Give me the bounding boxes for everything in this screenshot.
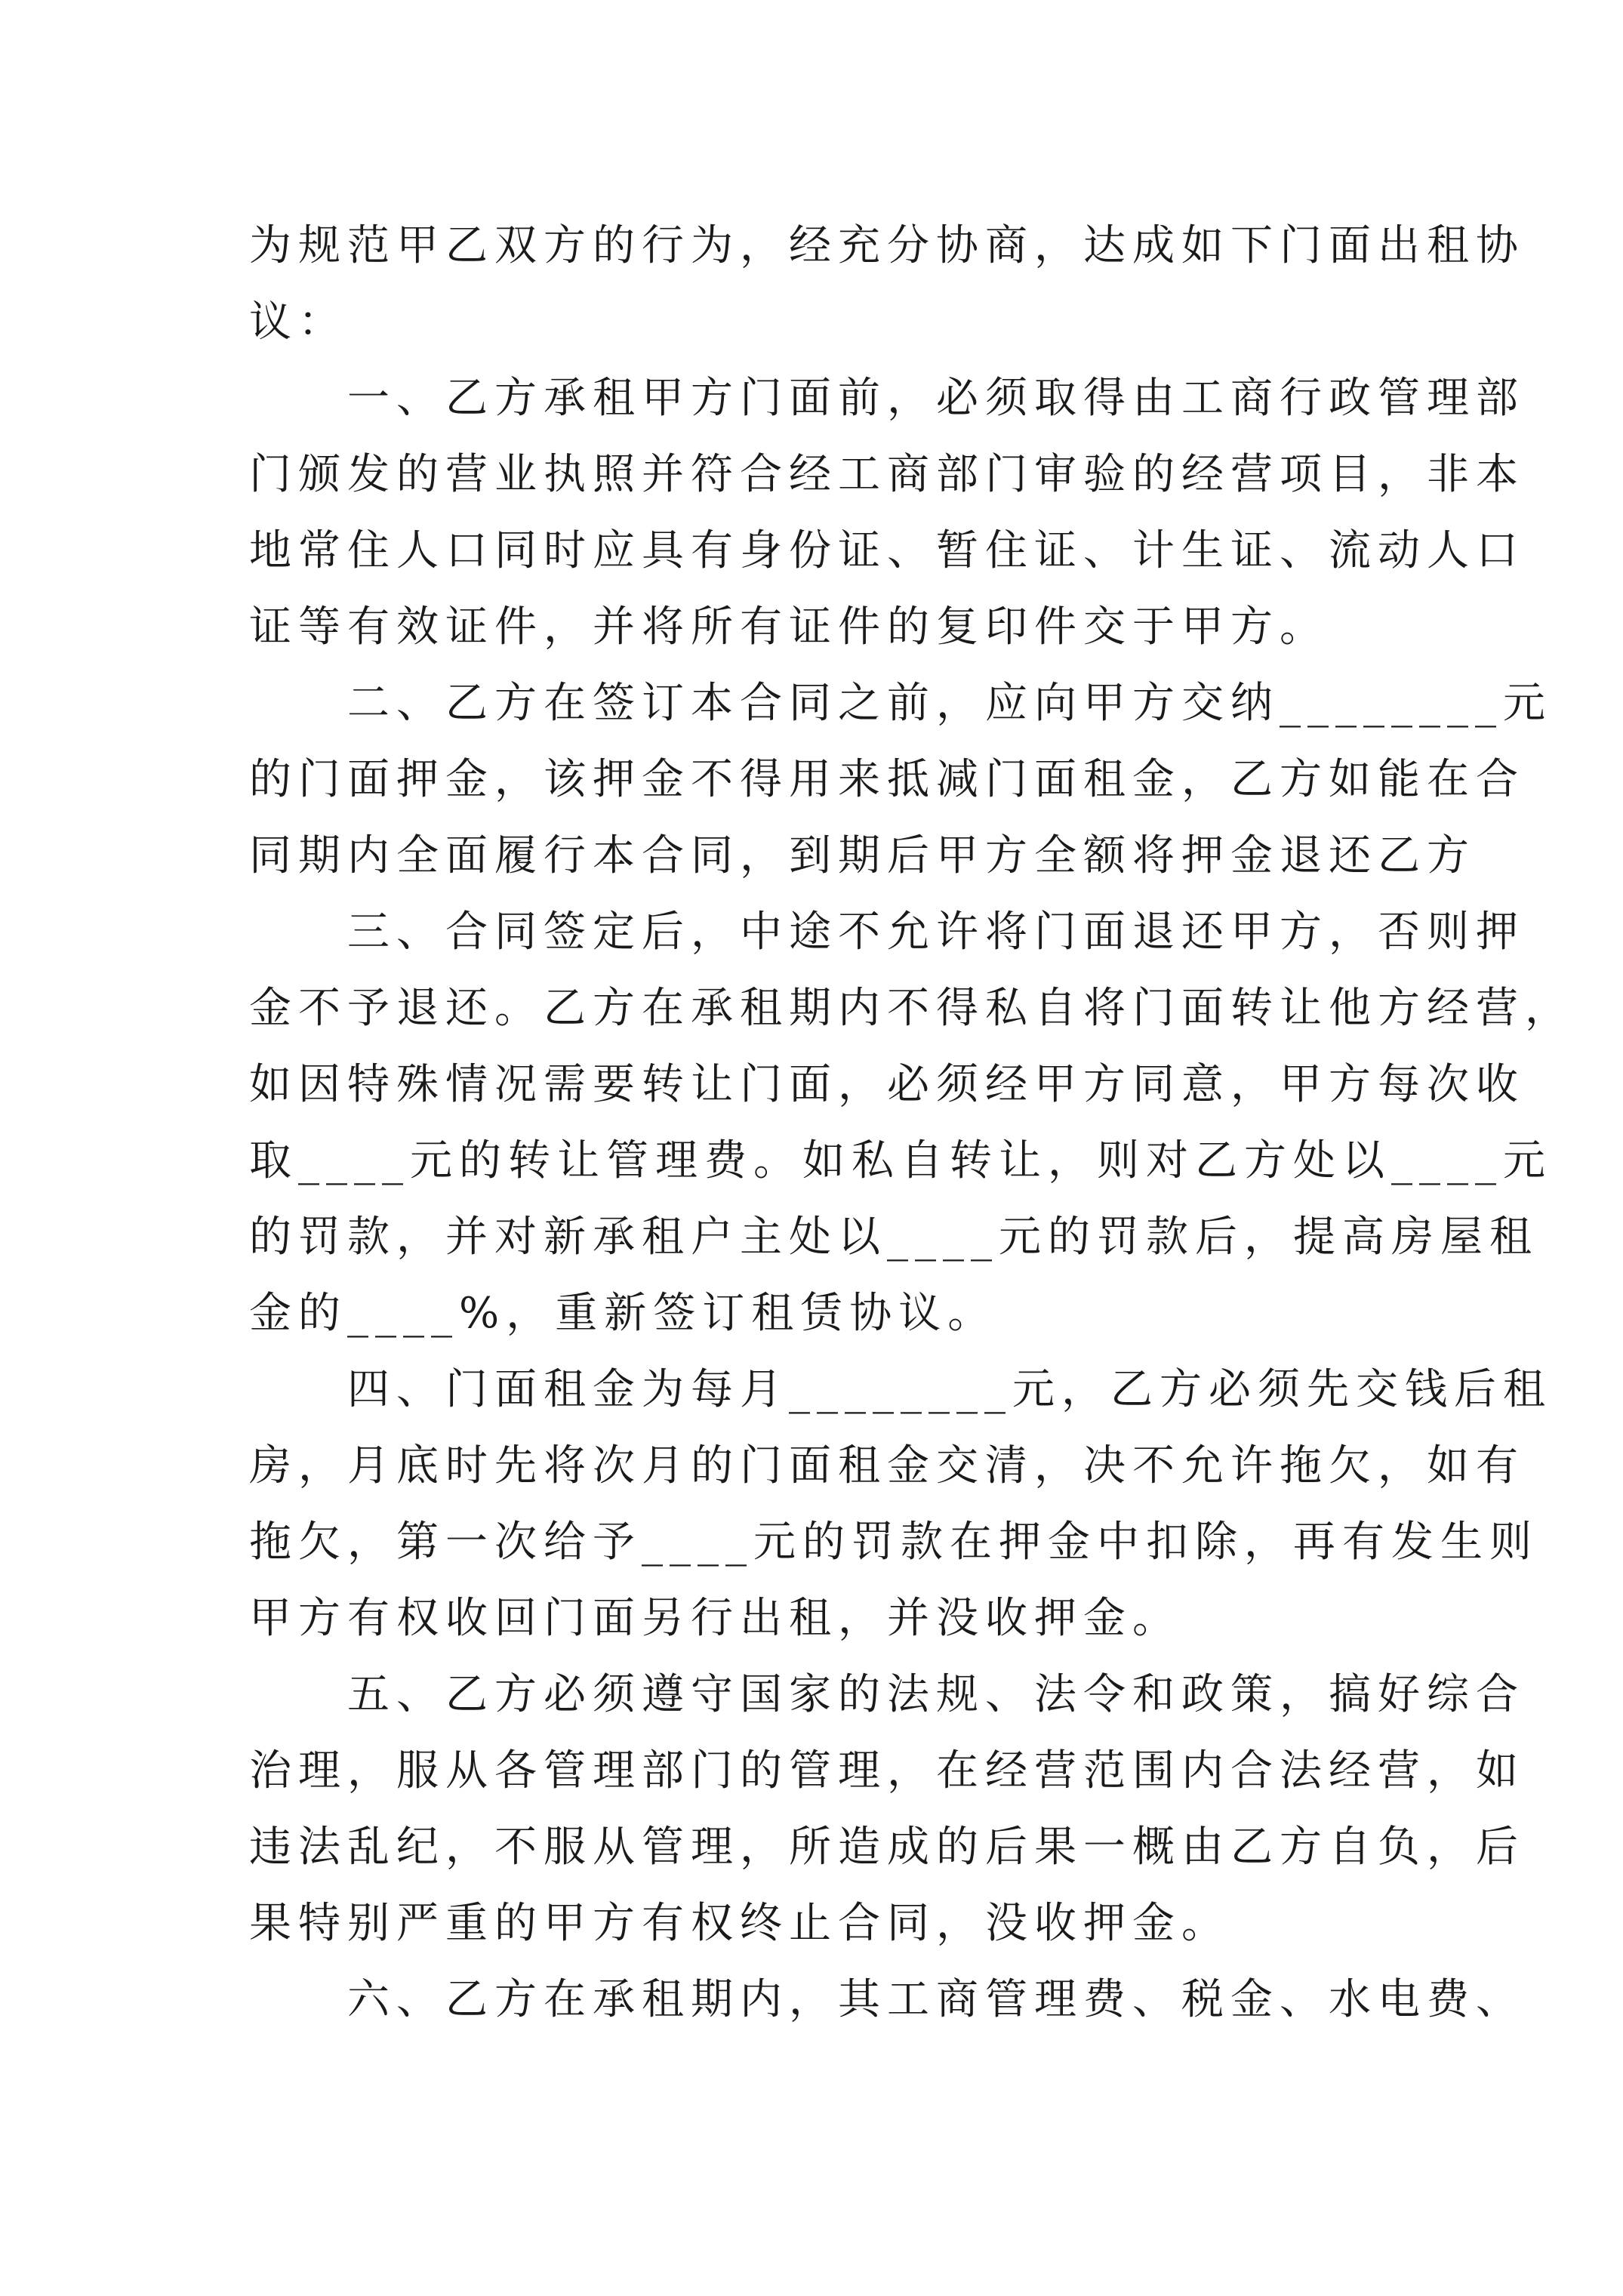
text-line: 甲方有权收回门面另行出租，并没收押金。 <box>249 1594 1181 1643</box>
text-line: 同期内全面履行本合同，到期后甲方全额将押金退还乙方 <box>249 831 1476 880</box>
text-line: 证等有效证件，并将所有证件的复印件交于甲方。 <box>249 603 1329 652</box>
text-line: 地常住人口同时应具有身份证、暂住证、计生证、流动人口 <box>249 526 1525 575</box>
text-line: 金不予退还。乙方在承租期内不得私自将门面转让他方经营， <box>249 984 1574 1033</box>
text-line: 如因特殊情况需要转让门面，必须经甲方同意，甲方每次收 <box>249 1060 1525 1109</box>
text-line: 门颁发的营业执照并符合经工商部门审验的经营项目，非本 <box>249 450 1525 499</box>
text-line: 的罚款，并对新承租户主处以____元的罚款后，提高房屋租 <box>249 1213 1538 1262</box>
text-line: 五、乙方必须遵守国家的法规、法令和政策，搞好综合 <box>249 1670 1525 1719</box>
text-line: 违法乱纪，不服从管理，所造成的后果一概由乙方自负，后 <box>249 1823 1525 1872</box>
text-line: 一、乙方承租甲方门面前，必须取得由工商行政管理部 <box>249 374 1525 423</box>
text-line: 房，月底时先将次月的门面租金交清，决不允许拖欠，如有 <box>249 1441 1525 1490</box>
text-line: 拖欠，第一次给予____元的罚款在押金中扣除，再有发生则 <box>249 1518 1538 1567</box>
text-line: 取____元的转让管理费。如私自转让，则对乙方处以____元 <box>249 1136 1552 1185</box>
text-line: 六、乙方在承租期内，其工商管理费、税金、水电费、 <box>249 1975 1525 2024</box>
text-line: 金的____%，重新签订租赁协议。 <box>249 1289 997 1338</box>
text-line: 二、乙方在签订本合同之前，应向甲方交纳________元 <box>249 679 1552 728</box>
text-line: 的门面押金，该押金不得用来抵减门面租金，乙方如能在合 <box>249 755 1525 804</box>
text-line: 为规范甲乙双方的行为，经充分协商，达成如下门面出租协 <box>249 221 1525 270</box>
contract-text <box>249 208 1574 2038</box>
text-line: 议： <box>249 297 347 347</box>
text-line: 三、合同签定后，中途不允许将门面退还甲方，否则押 <box>249 908 1525 957</box>
text-line: 治理，服从各管理部门的管理，在经营范围内合法经营，如 <box>249 1746 1525 1795</box>
text-line: 果特别严重的甲方有权终止合同，没收押金。 <box>249 1899 1230 1948</box>
text-line: 四、门面租金为每月________元，乙方必须先交钱后租 <box>249 1365 1552 1414</box>
